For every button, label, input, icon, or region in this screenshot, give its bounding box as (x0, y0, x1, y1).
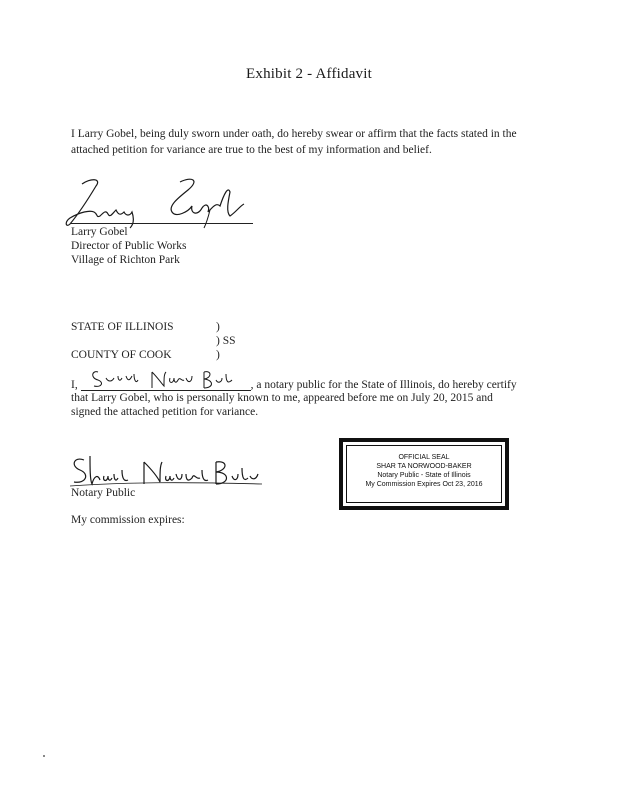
seal-line2: SHAR TA NORWOOD-BAKER (376, 463, 472, 470)
notary-statement-prefix: I, (71, 379, 78, 391)
notary-statement-line3: signed the attached petition for variance. (71, 406, 259, 418)
official-seal-text (346, 445, 502, 503)
venue-paren-bottom: ) (216, 349, 220, 361)
notary-name-handwriting (88, 364, 248, 392)
notary-statement-suffix: , a notary public for the State of Illinois, do hereby certify (250, 379, 517, 391)
scan-speck (43, 755, 45, 757)
notary-public-label: Notary Public (71, 487, 136, 499)
notary-statement-line2: that Larry Gobel, who is personally known to me, appeared before me on July 20, 2015 and (71, 392, 493, 404)
seal-line4: My Commission Expires Oct 23, 2016 (365, 481, 483, 488)
venue-ss: ) SS (216, 335, 236, 347)
venue-paren-top: ) (216, 321, 220, 333)
signer-position: Director of Public Works (71, 240, 187, 252)
commission-expires-label: My commission expires: (71, 514, 185, 526)
signer-name: Larry Gobel (71, 226, 128, 238)
seal-line1: OFFICIAL SEAL (398, 454, 450, 461)
venue-county: COUNTY OF COOK (71, 349, 172, 361)
signer-organization: Village of Richton Park (71, 254, 180, 266)
official-seal-stamp (339, 438, 509, 510)
venue-state: STATE OF ILLINOIS (71, 321, 174, 333)
signer-signature-line (71, 223, 253, 224)
seal-line3: Notary Public - State of Illinois (377, 472, 471, 479)
document-title: Exhibit 2 - Affidavit (246, 66, 372, 82)
affidavit-statement: I Larry Gobel, being duly sworn under oath, do hereby swear or affirm that the facts stated in the attached petition for variance are true to the best of my information and belief. (71, 128, 517, 156)
notary-signature (66, 452, 266, 492)
